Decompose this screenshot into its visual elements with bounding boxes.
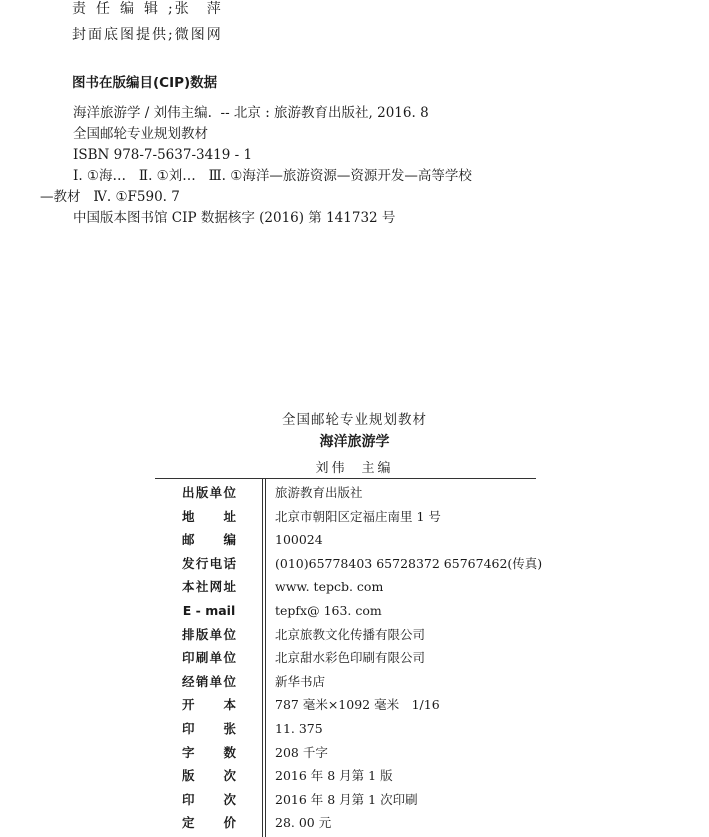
cip-block xyxy=(40,103,480,229)
info-value: 北京市朝阳区定福庄南里 1 号 xyxy=(275,508,441,524)
credit-cover-value: 微图网 xyxy=(174,27,223,43)
info-label: 印刷单位 xyxy=(182,650,236,666)
info-row xyxy=(155,481,536,505)
info-label: E - mail xyxy=(182,602,236,618)
cip-line-series: 全国邮轮专业规划教材 xyxy=(73,126,208,142)
info-row xyxy=(155,741,536,765)
info-value: 787 毫米×1092 毫米 1/16 xyxy=(275,697,440,713)
credit-editor xyxy=(72,0,223,22)
info-value: 2016 年 8 月第 1 版 xyxy=(275,768,393,784)
info-label: 字数 xyxy=(182,744,236,760)
info-row xyxy=(155,505,536,529)
info-label: 版次 xyxy=(182,768,236,784)
credit-separator: ; xyxy=(168,27,175,43)
credit-editor-value: 张 萍 xyxy=(174,1,223,17)
info-label: 本社网址 xyxy=(182,579,236,595)
credit-separator: ; xyxy=(168,1,175,17)
info-row xyxy=(155,646,536,670)
credits-block xyxy=(72,0,223,48)
cip-line-isbn: ISBN 978-7-5637-3419 - 1 xyxy=(73,147,253,163)
info-value: 2016 年 8 月第 1 次印刷 xyxy=(275,791,418,807)
info-label: 地址 xyxy=(182,508,236,524)
info-value: 208 千字 xyxy=(275,744,328,760)
credit-cover-key: 封面底图提供 xyxy=(72,27,168,43)
info-label: 邮编 xyxy=(182,532,236,548)
info-label: 印张 xyxy=(182,720,236,736)
cip-line-title: 海洋旅游学 / 刘伟主编. -- 北京 : 旅游教育出版社, 2016. 8 xyxy=(73,105,429,121)
info-value: 新华书店 xyxy=(275,673,326,689)
info-value: (010)65778403 65728372 65767462(传真) xyxy=(275,555,543,571)
info-label: 印次 xyxy=(182,791,236,807)
info-label: 出版单位 xyxy=(182,485,236,500)
info-value: 北京甜水彩色印刷有限公司 xyxy=(275,650,426,666)
book-title: 海洋旅游学 xyxy=(319,434,390,450)
info-row xyxy=(155,811,536,835)
credit-cover xyxy=(72,22,223,48)
info-row xyxy=(155,575,536,599)
info-value: tepfx@ 163. com xyxy=(275,602,382,618)
series-title: 全国邮轮专业规划教材 xyxy=(282,412,427,428)
info-value: www. tepcb. com xyxy=(275,579,384,595)
info-row xyxy=(155,764,536,788)
info-label: 排版单位 xyxy=(182,626,236,642)
credit-editor-key: 责任编辑 xyxy=(72,1,168,17)
info-row xyxy=(155,623,536,647)
info-value: 北京旅教文化传播有限公司 xyxy=(275,626,426,642)
editor-name: 刘伟 xyxy=(315,461,348,476)
info-value: 11. 375 xyxy=(275,720,323,736)
info-row xyxy=(155,528,536,552)
info-label: 经销单位 xyxy=(182,673,236,689)
book-editor xyxy=(0,457,709,476)
info-row xyxy=(155,552,543,576)
info-label: 定价 xyxy=(182,815,236,831)
info-row xyxy=(155,788,536,812)
table-top-rule xyxy=(155,478,536,479)
info-row xyxy=(155,717,536,741)
info-row xyxy=(155,670,536,694)
info-label: 发行电话 xyxy=(182,555,236,571)
cip-line-classification: Ⅰ. ①海… Ⅱ. ①刘… Ⅲ. ①海洋—旅游资源—资源开发—高等学校—教材 Ⅳ. ①F590. 7 xyxy=(40,168,472,205)
editor-role: 主编 xyxy=(361,461,394,476)
info-value: 100024 xyxy=(275,532,323,548)
publication-info-table xyxy=(155,481,543,835)
info-row xyxy=(155,599,536,623)
info-label: 开本 xyxy=(182,697,236,713)
cip-line-number: 中国版本图书馆 CIP 数据核字 (2016) 第 141732 号 xyxy=(73,210,396,226)
info-value: 旅游教育出版社 xyxy=(275,485,363,500)
info-row xyxy=(155,693,536,717)
cip-heading: 图书在版编目(CIP)数据 xyxy=(72,75,218,91)
info-value: 28. 00 元 xyxy=(275,815,332,831)
